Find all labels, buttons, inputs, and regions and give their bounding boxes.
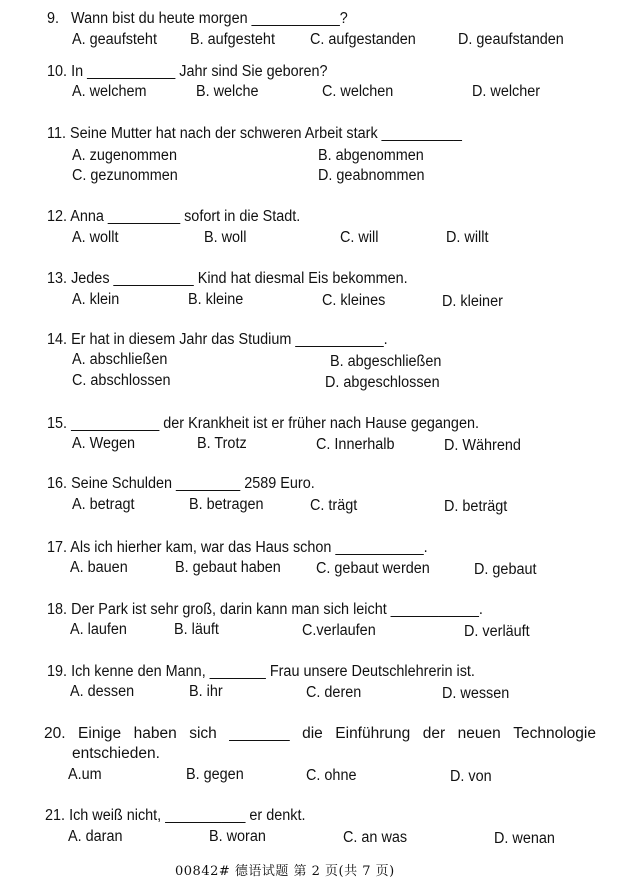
question-14	[47, 331, 388, 349]
answer-blank: _______	[229, 725, 290, 742]
question-number: 9.	[47, 10, 60, 27]
question-12	[47, 208, 300, 226]
question-text: Er hat in diesem Jahr das Studium ___________.	[71, 331, 388, 348]
option-14-b[interactable]: B. abgeschließen	[330, 353, 442, 370]
question-16	[47, 475, 315, 493]
option-16-a[interactable]: A. betragt	[72, 496, 135, 513]
question-word: haben	[133, 725, 177, 742]
option-15-c[interactable]: C. Innerhalb	[316, 436, 395, 453]
option-13-d[interactable]: D. kleiner	[442, 293, 503, 310]
question-word: Einführung	[335, 725, 411, 742]
option-14-d[interactable]: D. abgeschlossen	[325, 374, 440, 391]
option-9-c[interactable]: C. aufgestanden	[310, 31, 416, 48]
option-21-a[interactable]: A. daran	[68, 828, 123, 845]
option-19-b[interactable]: B. ihr	[189, 683, 223, 700]
option-17-c[interactable]: C. gebaut werden	[316, 560, 430, 577]
question-11	[47, 125, 462, 143]
question-text: Seine Mutter hat nach der schweren Arbeit stark __________	[69, 125, 462, 142]
option-16-d[interactable]: D. beträgt	[444, 498, 508, 515]
option-15-a[interactable]: A. Wegen	[72, 435, 136, 452]
option-17-a[interactable]: A. bauen	[70, 559, 128, 576]
question-word: die	[302, 725, 323, 742]
option-21-d[interactable]: D. wenan	[494, 830, 555, 847]
option-20-b[interactable]: B. gegen	[186, 766, 244, 783]
question-number: 15.	[47, 415, 68, 432]
option-18-d[interactable]: D. verläuft	[464, 623, 530, 640]
question-text: In ___________ Jahr sind Sie geboren?	[71, 63, 328, 80]
option-14-a[interactable]: A. abschließen	[72, 351, 168, 368]
option-12-c[interactable]: C. will	[340, 229, 379, 246]
question-19	[47, 663, 475, 681]
option-15-d[interactable]: D. Während	[444, 437, 521, 454]
question-15	[47, 415, 479, 433]
question-text: ___________ der Krankheit ist er früher nach Hause gegangen.	[71, 415, 479, 432]
option-10-c[interactable]: C. welchen	[322, 83, 394, 100]
question-word: Einige	[78, 725, 122, 742]
question-18	[47, 601, 483, 619]
option-9-b[interactable]: B. aufgesteht	[190, 31, 275, 48]
option-21-c[interactable]: C. an was	[343, 829, 408, 846]
option-13-c[interactable]: C. kleines	[322, 292, 386, 309]
question-text: Als ich hierher kam, war das Haus schon ___________.	[70, 539, 428, 556]
option-14-c[interactable]: C. abschlossen	[72, 372, 171, 389]
question-word: sich	[189, 725, 217, 742]
option-13-a[interactable]: A. klein	[72, 291, 120, 308]
question-20	[44, 724, 642, 764]
option-20-c[interactable]: C. ohne	[306, 767, 357, 784]
question-number: 14.	[47, 331, 68, 348]
question-13	[47, 270, 408, 288]
option-11-d[interactable]: D. geabnommen	[318, 167, 425, 184]
question-text: Anna _________ sofort in die Stadt.	[70, 208, 301, 225]
question-word: Technologie	[513, 725, 596, 742]
option-10-b[interactable]: B. welche	[196, 83, 259, 100]
option-17-d[interactable]: D. gebaut	[474, 561, 537, 578]
question-number: 18.	[47, 601, 68, 618]
option-19-c[interactable]: C. deren	[306, 684, 362, 701]
option-21-b[interactable]: B. woran	[209, 828, 266, 845]
question-text: Ich weiß nicht, __________ er denkt.	[69, 807, 306, 824]
question-text: Jedes __________ Kind hat diesmal Eis bekommen.	[71, 270, 408, 287]
question-word: neuen	[457, 725, 501, 742]
question-text-line-1	[44, 724, 596, 744]
question-number: 17.	[47, 539, 68, 556]
option-10-d[interactable]: D. welcher	[472, 83, 541, 100]
option-17-b[interactable]: B. gebaut haben	[175, 559, 281, 576]
option-12-d[interactable]: D. willt	[446, 229, 489, 246]
question-number: 11.	[47, 125, 66, 142]
question-number: 19.	[47, 663, 68, 680]
question-21	[45, 807, 305, 825]
question-number: 16.	[47, 475, 68, 492]
option-18-b[interactable]: B. läuft	[174, 621, 219, 638]
question-text-line-2: entschieden.	[72, 745, 160, 762]
question-9	[47, 10, 348, 28]
option-13-b[interactable]: B. kleine	[188, 291, 244, 308]
option-11-a[interactable]: A. zugenommen	[72, 147, 177, 164]
page-footer: 00842# 德语试题 第 2 页(共 7 页)	[175, 864, 395, 879]
option-20-d[interactable]: D. von	[450, 768, 492, 785]
option-20-a[interactable]: A.um	[68, 766, 102, 783]
option-18-a[interactable]: A. laufen	[70, 621, 127, 638]
option-12-a[interactable]: A. wollt	[72, 229, 119, 246]
option-15-b[interactable]: B. Trotz	[197, 435, 247, 452]
option-19-d[interactable]: D. wessen	[442, 685, 510, 702]
question-text: Ich kenne den Mann, _______ Frau unsere Deutschlehrerin ist.	[71, 663, 475, 680]
option-12-b[interactable]: B. woll	[204, 229, 247, 246]
question-10	[47, 63, 328, 81]
question-text: Seine Schulden ________ 2589 Euro.	[71, 475, 315, 492]
option-10-a[interactable]: A. welchem	[72, 83, 147, 100]
question-word: der	[422, 725, 446, 742]
option-16-c[interactable]: C. trägt	[310, 497, 358, 514]
question-number: 10.	[47, 63, 68, 80]
question-number: 12.	[47, 208, 68, 225]
option-19-a[interactable]: A. dessen	[70, 683, 135, 700]
question-text: Wann bist du heute morgen ___________?	[71, 10, 348, 27]
option-9-a[interactable]: A. geaufsteht	[72, 31, 157, 48]
option-9-d[interactable]: D. geaufstanden	[458, 31, 564, 48]
question-number: 21.	[45, 807, 66, 824]
option-11-c[interactable]: C. gezunommen	[72, 167, 178, 184]
question-17	[47, 539, 428, 557]
option-18-c[interactable]: C.verlaufen	[302, 622, 376, 639]
option-16-b[interactable]: B. betragen	[189, 496, 264, 513]
question-number: 13.	[47, 270, 68, 287]
question-number: 20.	[44, 725, 66, 742]
question-text: Der Park ist sehr groß, darin kann man sich leicht ___________.	[71, 601, 483, 618]
option-11-b[interactable]: B. abgenommen	[318, 147, 424, 164]
